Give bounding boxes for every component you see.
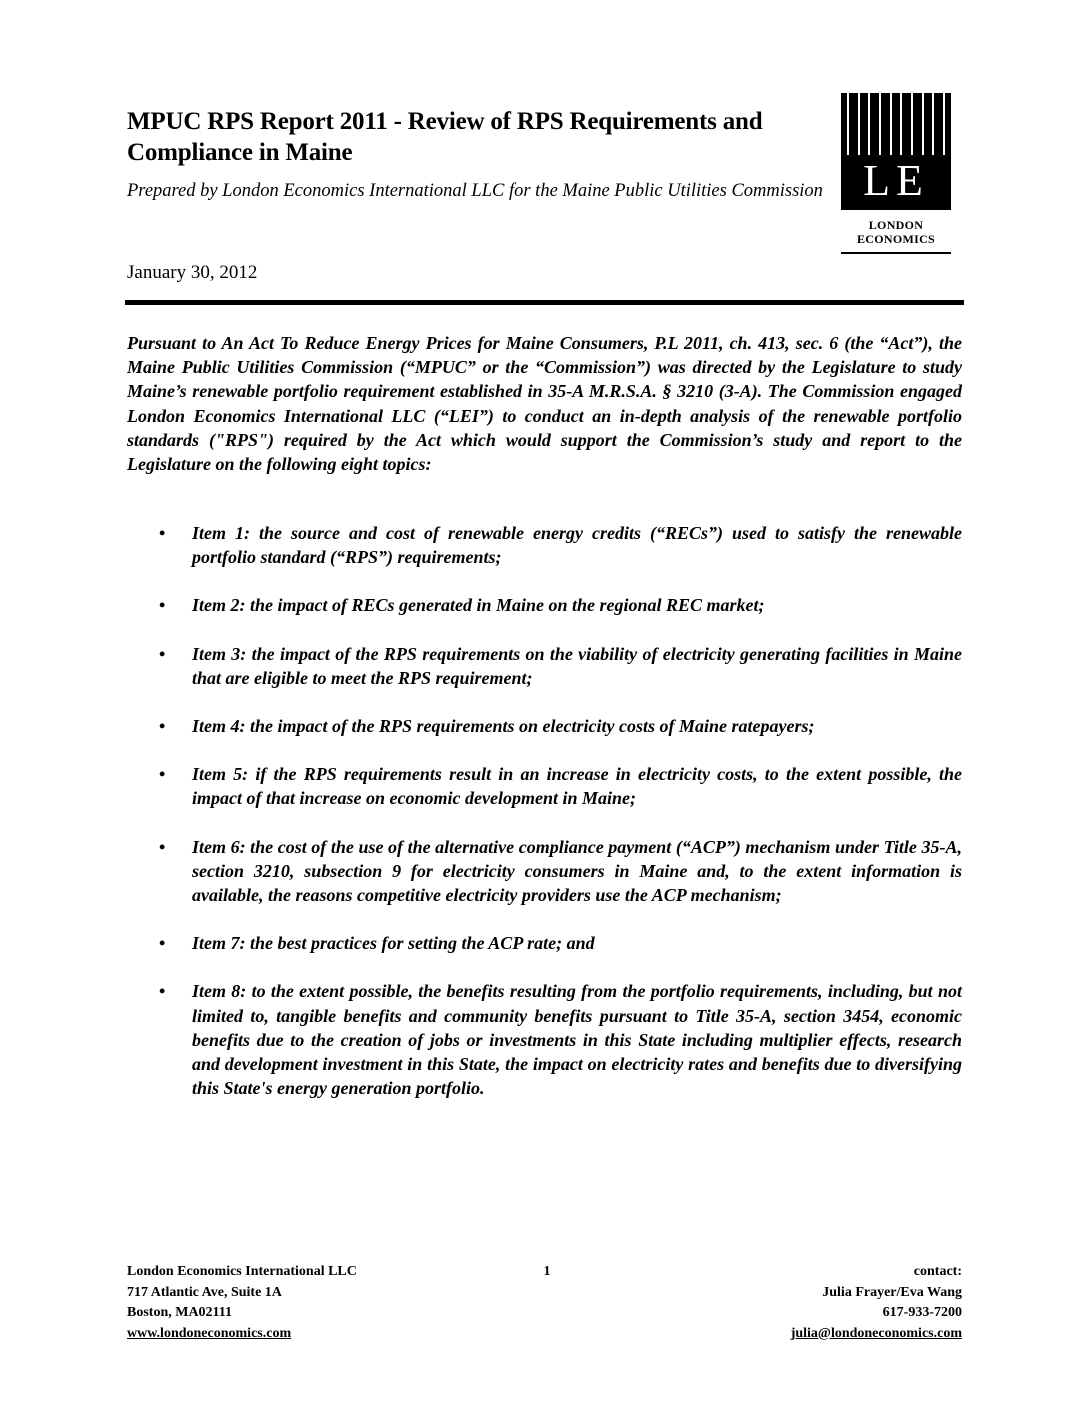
item-text: Item 4: the impact of the RPS requirements on electricity costs of Maine ratepayers; [192, 716, 815, 737]
item-text: Item 5: if the RPS requirements result in an increase in electricity costs, to the extent possible, the impact of that increase on economic development in Maine; [192, 764, 962, 809]
bullet-icon: • [159, 764, 166, 785]
footer-contact-label: contact: [913, 1264, 962, 1279]
bullet-icon: • [159, 523, 166, 543]
footer-email-link[interactable]: julia@londoneconomics.com [790, 1325, 962, 1341]
logo-letters: LE [863, 156, 929, 205]
footer-company-name: London Economics International LLC [127, 1264, 357, 1279]
logo-mark-icon [841, 93, 951, 210]
item-text: Item 8: to the extent possible, the benefits resulting from the portfolio requirements, including, but not limited to, tangible benefits and community benefits pursuant to Title 35-A, section 3454, economic benefits due to the creation of jobs or investments in this State including multiplier effects, research and development investment in this State, the impact on electricity rates and benefits due to diversifying this State's energy generation portfolio. [192, 981, 962, 1099]
item-text: Item 6: the cost of the use of the alternative compliance payment (“ACP”) mechanism under Title 35-A, section 3210, subsection 9 for electricity consumers in Maine and, to the extent information is available, the reasons competitive electricity providers use the ACP mechanism; [192, 836, 962, 906]
list-item [127, 979, 962, 1100]
logo-wordmark [841, 218, 951, 246]
item-text: Item 1: the source and cost of renewable energy credits (“RECs”) used to satisfy the renewable portfolio standard (“RPS”) requirements; [192, 523, 962, 568]
header-divider [125, 300, 964, 305]
bullet-icon: • [159, 595, 166, 616]
document-date: January 30, 2012 [127, 262, 258, 283]
document-title: MPUC RPS Report 2011 - Review of RPS Requirements and Compliance in Maine [127, 108, 763, 166]
list-item [127, 762, 962, 810]
logo-wordmark-line1: LONDON [868, 218, 924, 232]
footer-address-line2: Boston, MA02111 [127, 1305, 233, 1320]
footer-contact-names: Julia Frayer/Eva Wang [822, 1284, 962, 1300]
bullet-icon: • [159, 716, 166, 737]
page-number: 1 [543, 1264, 551, 1279]
item-text: Item 3: the impact of the RPS requirements on the viability of electricity generating facilities in Maine that are eligible to meet the RPS requirement; [192, 643, 962, 688]
item-text: Item 2: the impact of RECs generated in Maine on the regional REC market; [192, 595, 765, 616]
list-item [127, 835, 962, 908]
bullet-icon: • [159, 836, 166, 857]
item-text: Item 7: the best practices for setting the ACP rate; and [192, 933, 595, 954]
topic-list [127, 521, 962, 1124]
footer-contact-block [632, 1262, 962, 1344]
logo-stripes [847, 93, 945, 155]
footer-website-link[interactable]: www.londoneconomics.com [127, 1325, 292, 1341]
footer-address-line1: 717 Atlantic Ave, Suite 1A [127, 1284, 282, 1300]
footer-company-block [127, 1262, 457, 1344]
logo-wordmark-line2: ECONOMICS [856, 232, 936, 246]
list-item [127, 714, 962, 738]
document-subtitle: Prepared by London Economics International LLC for the Maine Public Utilities Commission [127, 181, 823, 201]
list-item [127, 593, 962, 617]
list-item [127, 521, 962, 569]
bullet-icon: • [159, 933, 166, 954]
list-item [127, 931, 962, 955]
list-item [127, 642, 962, 690]
bullet-icon: • [159, 981, 166, 1002]
logo-underline [841, 252, 951, 254]
london-economics-logo [841, 93, 951, 254]
bullet-icon: • [159, 643, 166, 664]
footer-contact-phone: 617-933-7200 [882, 1305, 962, 1320]
intro-paragraph: Pursuant to An Act To Reduce Energy Prices for Maine Consumers, P.L 2011, ch. 413, sec. 6 (the “Act”), the Maine Public Utilities Commission (“MPUC” or the “Commission”) was directed by the Legislature to study Maine’s renewable portfolio requirement established in 35-A M.R.S.A. § 3210 (3-A). The Commission engaged London Economics International LLC (“LEI”) to conduct an in-depth analysis of the renewable portfolio standards ("RPS") required by the Act which would support the Commission’s study and report to the Legislature on the following eight topics: [127, 333, 962, 475]
